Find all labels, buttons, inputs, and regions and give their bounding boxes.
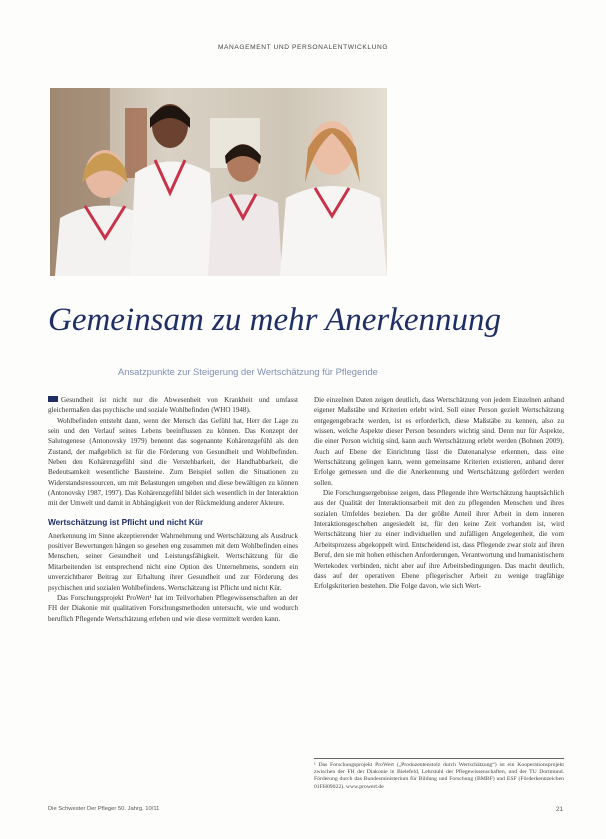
footnote: ¹ Das Forschungsprojekt ProWert („Produzentenstolz durch Wertschätzung“) ist ein Kooperationsprojekt zwischen der FH der Diakonie in Bielefeld, Lehrstuhl der Pflegewissenschaften, und der TU Dortmund. Förderung durch das Bundesministerium für Bildung und Forschung (BMBF) und ESF (Förderkennzeichen 01FH09022). www.prowert.de — [314, 758, 564, 791]
paragraph — [48, 395, 298, 416]
paragraph: Die Forschungsergebnisse zeigen, dass Pflegende ihre Wertschätzung hauptsächlich aus der Qualität der Interaktionsarbeit mit den zu pflegenden Menschen und ihres sozialen Umfeldes beziehen. Da der größte Anteil ihrer Arbeit in dem inneren Interaktionsgeschehen angesiedelt ist, für den keine Zeit vorhanden ist, wird Wertschätzung hier zu einer individuellen und zufälligen Angelegenheit, die vom Arbeitsprozess abgekoppelt wird. Entscheidend ist, dass Pflegende zwar stolz auf ihren Beruf, den sie mit hohen ethischen Anforderungen, Verantwortung und humanistischem Wertekodex verbinden, nicht aber auf ihre Arbeitsbedingungen. Das macht deutlich, dass auf der operativen Ebene pflegerischer Arbeit zu wenige tragfähige Erfolgskriterien bestehen. Die Folge davon, wie sich Wert- — [314, 489, 564, 591]
paragraph-text: Gesundheit ist nicht nur die Abwesenheit von Krankheit und umfasst gleichermaßen das psychische und soziale Wohlbefinden (WHO 1948). — [48, 396, 298, 415]
square-bullet-icon — [48, 396, 58, 402]
page-number: 21 — [556, 806, 564, 813]
text-column-right — [314, 395, 564, 592]
nurses-photo — [50, 88, 387, 276]
article-title: Gemeinsam zu mehr Anerkennung — [48, 302, 502, 338]
photo-group-nurses-icon — [50, 88, 387, 276]
paragraph: Die einzelnen Daten zeigen deutlich, dass Wertschätzung von jedem Einzelnen anhand eigener Maßstäbe und Kriterien erlebt wird. Soll einer Person gezielt Wertschätzung entgegengebracht werden, ist es erforderlich, diese Maßstäbe zu kennen, also zu wissen, welche Aspekte dieser Person besonders wichtig sind. Denn nur für Aspekte, die einer Person wichtig sind, kann auch Wertschätzung erlebt werden (Bohnen 2009). Auch auf Ebene der Einrichtung lässt die Datenanalyse erkennen, dass eine Wertschätzung gelingen kann, wenn gemeinsame Kriterien existieren, anhand derer Erfolge gemessen und die die Anerkennung und Wertschätzung gefördert werden sollen. — [314, 396, 564, 487]
footer-publication: Die Schwester Der Pfleger 50. Jahrg. 10/11 — [48, 806, 160, 812]
paragraph: Das Forschungsprojekt ProWert¹ hat im Teilvorhaben Pflegewissenschaften an der FH der Diakonie mit qualitativen Forschungsmethoden untersucht, wie und wodurch beruflich Pflegende Wertschätzung erleben und wie diese vermittelt werden kann. — [48, 593, 298, 623]
section-heading: Wertschätzung ist Pflicht und nicht Kür — [48, 516, 204, 527]
text-column-left — [48, 395, 298, 624]
article-subtitle: Ansatzpunkte zur Steigerung der Wertschätzung für Pflegende — [118, 366, 378, 377]
section-header: MANAGEMENT UND PERSONALENTWICKLUNG — [217, 44, 389, 51]
paragraph: Anerkennung im Sinne akzeptierender Wahrnehmung und Wertschätzung als Ausdruck positiver Bewertungen hängen so gesehen eng zusammen mit dem Wohlbefinden eines Menschen, seiner Gesundheit und Leistungsfähigkeit. Wertschätzung für die Mitarbeitenden ist entsprechend nicht eine Option des Unternehmens, sondern ein unverzichtbarer Beitrag zur Erhaltung ihrer Gesundheit und zur Förderung des psychischen und sozialen Wohlbefindens. Wertschätzung ist Pflicht und nicht Kür. — [48, 531, 298, 592]
paragraph: Wohlbefinden entsteht dann, wenn der Mensch das Gefühl hat, Herr der Lage zu sein und den Verlauf seines Lebens beeinflussen zu können. Das Konzept der Salutogenese (Antonovsky 1979) benennt das sogenannte Kohärenzgefühl als den Zustand, der maßgeblich ist für die Förderung von Gesundheit und Wohlbefinden. Neben den Kohärenzgefühl sind die Verstehbarkeit, der Handhabbarkeit, die Bedeutsamkeit wesentliche Bausteine. Zum Beispiel sollen die Situationen zu Widerstandsressourcen, um mit Belastungen umgehen und diese bewältigen zu können (Antonovsky 1987, 1997). Das Kohärenzgefühl bildet sich wesentlich in der Interaktion mit der Umwelt und damit in Abhängigkeit von der Rückmeldung anderer Akteure. — [48, 416, 298, 508]
